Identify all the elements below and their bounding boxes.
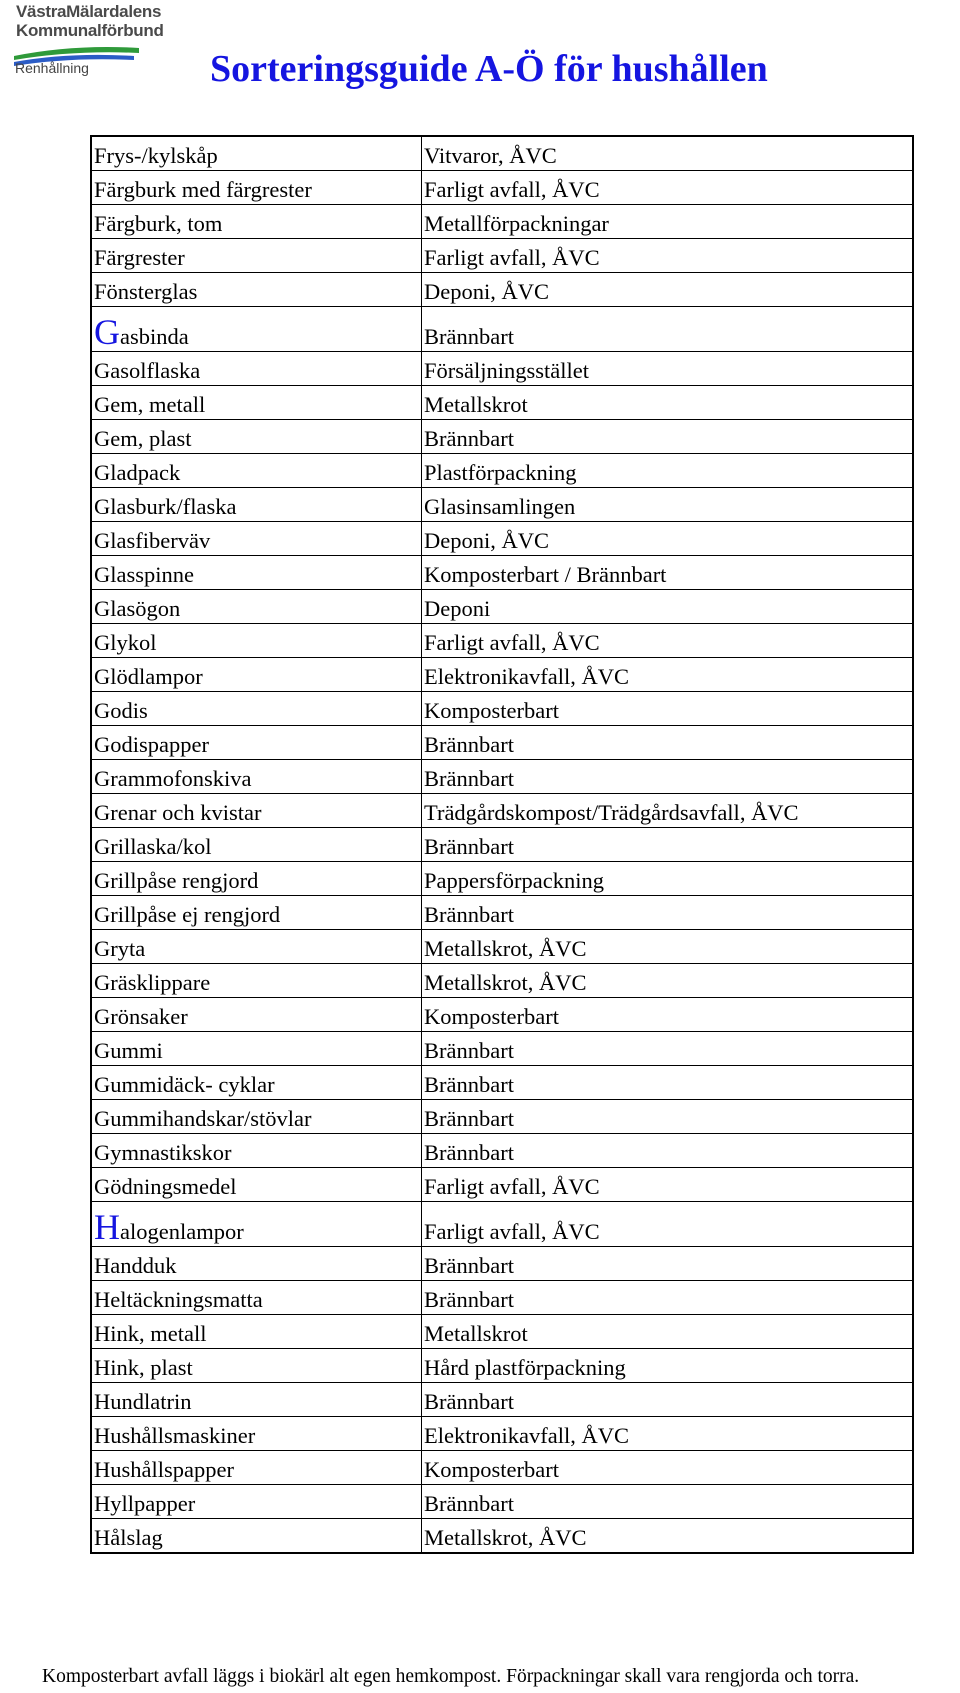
table-row xyxy=(91,556,913,590)
waste-item-cell xyxy=(91,522,422,556)
waste-item-label: Hushållsmaskiner xyxy=(94,1423,256,1448)
waste-item-cell xyxy=(91,488,422,522)
waste-item-cell xyxy=(91,386,422,420)
table-row xyxy=(91,1247,913,1281)
disposal-destination-cell: Metallförpackningar xyxy=(422,205,914,239)
waste-item-label: Glykol xyxy=(94,630,157,655)
waste-item-label: alogenlampor xyxy=(120,1219,244,1244)
waste-item-label: Glödlampor xyxy=(94,664,203,689)
disposal-destination-cell: Metallskrot, ÅVC xyxy=(422,930,914,964)
table-row xyxy=(91,239,913,273)
table-row xyxy=(91,726,913,760)
waste-item-label: Godispapper xyxy=(94,732,209,757)
table-row xyxy=(91,760,913,794)
table-row xyxy=(91,1519,913,1554)
waste-item-cell xyxy=(91,1281,422,1315)
disposal-destination-cell: Farligt avfall, ÅVC xyxy=(422,171,914,205)
disposal-destination-cell: Deponi, ÅVC xyxy=(422,273,914,307)
table-row xyxy=(91,794,913,828)
waste-item-label: Grillpåse rengjord xyxy=(94,868,259,893)
disposal-destination-cell: Deponi xyxy=(422,590,914,624)
waste-item-cell xyxy=(91,896,422,930)
footer-note: Komposterbart avfall läggs i biokärl alt egen hemkompost. Förpackningar skall vara rengjorda och torra. xyxy=(42,1666,860,1687)
disposal-destination-cell: Komposterbart xyxy=(422,692,914,726)
disposal-destination-cell: Brännbart xyxy=(422,1066,914,1100)
disposal-destination-cell: Metallskrot xyxy=(422,1315,914,1349)
waste-item-label: Godis xyxy=(94,698,148,723)
disposal-destination-cell: Brännbart xyxy=(422,828,914,862)
waste-item-label: Gummidäck- cyklar xyxy=(94,1072,275,1097)
organization-logo xyxy=(14,2,214,82)
sorting-guide-table xyxy=(90,135,914,1554)
disposal-destination-cell: Pappersförpackning xyxy=(422,862,914,896)
waste-item-label: Gem, plast xyxy=(94,426,192,451)
table-row xyxy=(91,352,913,386)
waste-item-label: Grillaska/kol xyxy=(94,834,212,859)
waste-item-label: Gummi xyxy=(94,1038,163,1063)
disposal-destination-cell: Brännbart xyxy=(422,760,914,794)
section-initial-letter: G xyxy=(94,312,120,352)
waste-item-label: Gödningsmedel xyxy=(94,1174,237,1199)
disposal-destination-cell: Elektronikavfall, ÅVC xyxy=(422,1417,914,1451)
waste-item-label: Grammofonskiva xyxy=(94,766,252,791)
waste-item-cell xyxy=(91,828,422,862)
disposal-destination-cell: Brännbart xyxy=(422,1134,914,1168)
waste-item-cell xyxy=(91,726,422,760)
waste-item-label: Glasspinne xyxy=(94,562,194,587)
waste-item-cell xyxy=(91,420,422,454)
waste-item-cell xyxy=(91,998,422,1032)
disposal-destination-cell: Brännbart xyxy=(422,1485,914,1519)
waste-item-label: Gräsklippare xyxy=(94,970,211,995)
table-row xyxy=(91,1134,913,1168)
disposal-destination-cell: Brännbart xyxy=(422,420,914,454)
waste-item-label: Fönsterglas xyxy=(94,279,198,304)
logo-org-name-line2: Kommunalförbund xyxy=(16,21,164,40)
waste-item-cell xyxy=(91,1032,422,1066)
logo-department: Renhållning xyxy=(15,60,89,76)
section-initial-letter: H xyxy=(94,1207,120,1247)
waste-item-cell xyxy=(91,454,422,488)
waste-item-label: Hushållspapper xyxy=(94,1457,234,1482)
disposal-destination-cell: Brännbart xyxy=(422,726,914,760)
disposal-destination-cell: Brännbart xyxy=(422,1247,914,1281)
table-row xyxy=(91,964,913,998)
waste-item-cell xyxy=(91,1519,422,1554)
logo-org-name-line1: VästraMälardalens xyxy=(16,2,162,21)
waste-item-label: Hålslag xyxy=(94,1525,163,1550)
waste-item-cell xyxy=(91,556,422,590)
waste-item-cell xyxy=(91,273,422,307)
waste-item-label: Glasfiberväv xyxy=(94,528,211,553)
waste-item-label: Gymnastikskor xyxy=(94,1140,232,1165)
table-row xyxy=(91,624,913,658)
waste-item-label: Hyllpapper xyxy=(94,1491,196,1516)
waste-item-cell xyxy=(91,1417,422,1451)
waste-item-cell xyxy=(91,794,422,828)
disposal-destination-cell: Deponi, ÅVC xyxy=(422,522,914,556)
waste-item-label: Grenar och kvistar xyxy=(94,800,262,825)
table-row xyxy=(91,1281,913,1315)
disposal-destination-cell: Försäljningsstället xyxy=(422,352,914,386)
waste-item-label: Hundlatrin xyxy=(94,1389,192,1414)
disposal-destination-cell: Komposterbart / Brännbart xyxy=(422,556,914,590)
disposal-destination-cell: Trädgårdskompost/Trädgårdsavfall, ÅVC xyxy=(422,794,914,828)
disposal-destination-cell: Metallskrot xyxy=(422,386,914,420)
waste-item-label: Heltäckningsmatta xyxy=(94,1287,263,1312)
disposal-destination-cell: Farligt avfall, ÅVC xyxy=(422,1168,914,1202)
waste-item-cell xyxy=(91,1100,422,1134)
waste-item-cell xyxy=(91,658,422,692)
table-row xyxy=(91,1032,913,1066)
disposal-destination-cell: Metallskrot, ÅVC xyxy=(422,1519,914,1554)
waste-item-cell xyxy=(91,1349,422,1383)
disposal-destination-cell: Brännbart xyxy=(422,307,914,352)
waste-item-cell xyxy=(91,1383,422,1417)
table-row xyxy=(91,1315,913,1349)
table-row xyxy=(91,386,913,420)
waste-item-label: Gryta xyxy=(94,936,146,961)
table-row xyxy=(91,862,913,896)
table-row xyxy=(91,307,913,352)
page-title: Sorteringsguide A-Ö för hushållen xyxy=(210,48,768,90)
disposal-destination-cell: Farligt avfall, ÅVC xyxy=(422,624,914,658)
waste-item-cell xyxy=(91,1168,422,1202)
disposal-destination-cell: Brännbart xyxy=(422,1100,914,1134)
disposal-destination-cell: Plastförpackning xyxy=(422,454,914,488)
waste-item-label: Färgburk, tom xyxy=(94,211,223,236)
waste-item-label: asbinda xyxy=(120,324,189,349)
table-row xyxy=(91,1383,913,1417)
waste-item-label: Gummihandskar/stövlar xyxy=(94,1106,312,1131)
waste-item-label: Frys-/kylskåp xyxy=(94,143,218,168)
table-row xyxy=(91,522,913,556)
table-row xyxy=(91,1417,913,1451)
waste-item-label: Hink, plast xyxy=(94,1355,193,1380)
disposal-destination-cell: Farligt avfall, ÅVC xyxy=(422,1202,914,1247)
waste-item-label: Hink, metall xyxy=(94,1321,207,1346)
waste-item-cell xyxy=(91,352,422,386)
table-row xyxy=(91,136,913,171)
table-row xyxy=(91,273,913,307)
waste-item-cell xyxy=(91,930,422,964)
waste-item-cell xyxy=(91,136,422,171)
disposal-destination-cell: Elektronikavfall, ÅVC xyxy=(422,658,914,692)
disposal-destination-cell: Hård plastförpackning xyxy=(422,1349,914,1383)
table-row xyxy=(91,1451,913,1485)
waste-item-label: Handduk xyxy=(94,1253,177,1278)
waste-item-cell xyxy=(91,205,422,239)
disposal-destination-cell: Komposterbart xyxy=(422,998,914,1032)
waste-item-label: Färgrester xyxy=(94,245,185,270)
waste-item-cell xyxy=(91,624,422,658)
table-row xyxy=(91,488,913,522)
waste-item-cell xyxy=(91,862,422,896)
table-row xyxy=(91,828,913,862)
table-row xyxy=(91,1100,913,1134)
table-row xyxy=(91,1485,913,1519)
waste-item-label: Färgburk med färgrester xyxy=(94,177,312,202)
waste-item-cell xyxy=(91,1451,422,1485)
waste-item-label: Grillpåse ej rengjord xyxy=(94,902,281,927)
waste-item-cell xyxy=(91,692,422,726)
waste-item-cell xyxy=(91,239,422,273)
disposal-destination-cell: Komposterbart xyxy=(422,1451,914,1485)
waste-item-cell xyxy=(91,1134,422,1168)
waste-item-cell xyxy=(91,760,422,794)
table-row xyxy=(91,205,913,239)
waste-item-label: Gladpack xyxy=(94,460,181,485)
waste-item-label: Grönsaker xyxy=(94,1004,188,1029)
table-row xyxy=(91,1202,913,1247)
waste-item-cell xyxy=(91,1066,422,1100)
table-row xyxy=(91,998,913,1032)
waste-item-cell xyxy=(91,1202,422,1247)
waste-item-cell xyxy=(91,964,422,998)
disposal-destination-cell: Glasinsamlingen xyxy=(422,488,914,522)
waste-item-label: Gem, metall xyxy=(94,392,206,417)
table-row xyxy=(91,1168,913,1202)
disposal-destination-cell: Brännbart xyxy=(422,896,914,930)
disposal-destination-cell: Brännbart xyxy=(422,1383,914,1417)
waste-item-cell xyxy=(91,590,422,624)
waste-item-label: Glasburk/flaska xyxy=(94,494,237,519)
table-row xyxy=(91,590,913,624)
table-row xyxy=(91,930,913,964)
table-row xyxy=(91,454,913,488)
table-row xyxy=(91,420,913,454)
table-row xyxy=(91,1066,913,1100)
waste-item-label: Glasögon xyxy=(94,596,181,621)
disposal-destination-cell: Brännbart xyxy=(422,1032,914,1066)
table-row xyxy=(91,171,913,205)
disposal-destination-cell: Metallskrot, ÅVC xyxy=(422,964,914,998)
table-row xyxy=(91,896,913,930)
table-row xyxy=(91,692,913,726)
waste-item-label: Gasolflaska xyxy=(94,358,201,383)
disposal-destination-cell: Vitvaror, ÅVC xyxy=(422,136,914,171)
waste-item-cell xyxy=(91,1315,422,1349)
table-row xyxy=(91,1349,913,1383)
disposal-destination-cell: Farligt avfall, ÅVC xyxy=(422,239,914,273)
waste-item-cell xyxy=(91,1485,422,1519)
waste-item-cell xyxy=(91,1247,422,1281)
disposal-destination-cell: Brännbart xyxy=(422,1281,914,1315)
waste-item-cell xyxy=(91,171,422,205)
waste-item-cell xyxy=(91,307,422,352)
table-row xyxy=(91,658,913,692)
